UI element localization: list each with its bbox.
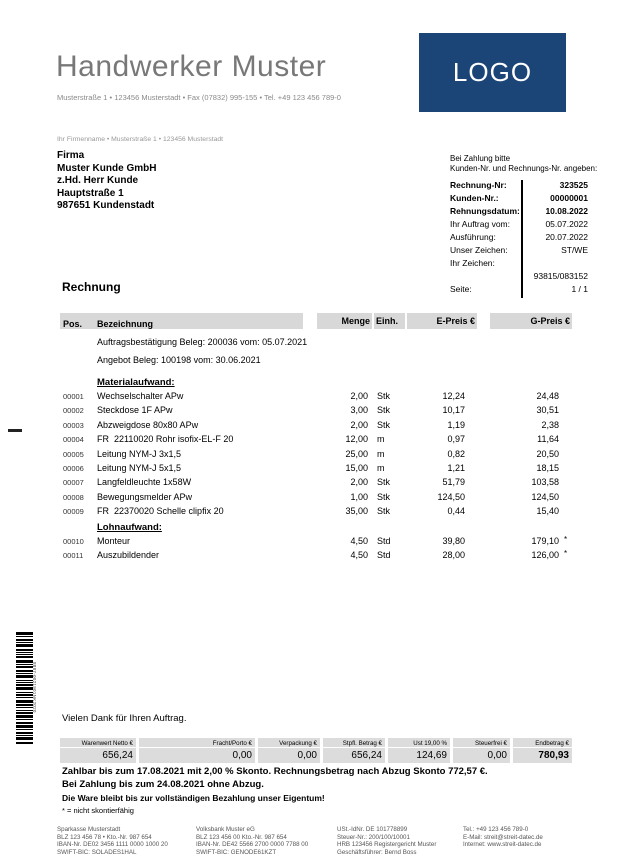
barcode-bar: [16, 707, 33, 708]
barcode-bar: [16, 715, 33, 718]
item-description: Wechselschalter APw: [97, 391, 184, 401]
info-row-label: Ausführung:: [450, 232, 496, 242]
barcode: [16, 632, 33, 746]
info-row-value: 20.07.2022: [545, 232, 588, 242]
info-row-label: Seite:: [450, 284, 472, 294]
footer-line: IBAN-Nr. DE02 3456 1111 0000 1000 20: [57, 841, 168, 849]
barcode-bar: [16, 660, 33, 663]
barcode-bar: [16, 639, 33, 641]
section-heading: Lohnaufwand:: [97, 521, 162, 533]
item-total-price: 103,58: [531, 477, 559, 488]
info-divider-line: [521, 180, 523, 298]
item-total-price: 20,50: [536, 448, 559, 459]
item-total-price: 24,48: [536, 391, 559, 401]
total-value: 0,00: [297, 750, 317, 761]
header-cell-menge: [317, 313, 372, 329]
item-pos: 00011: [63, 550, 84, 560]
barcode-bar: [16, 632, 33, 635]
totals-bar: [60, 738, 572, 763]
recipient-address-block: [57, 150, 156, 213]
info-row-label: Ihr Auftrag vom:: [450, 219, 510, 229]
item-total-price: 179,10: [531, 535, 559, 546]
total-cell: [139, 738, 255, 763]
item-description: FR 22110020 Rohr isofix-EL-F 20: [97, 434, 234, 445]
item-unit: m: [377, 448, 385, 459]
info-row: [450, 256, 588, 269]
retention-of-title-line: Die Ware bleibt bis zur vollständigen Bezahlung unser Eigentum!: [62, 793, 325, 803]
total-cell: [323, 738, 385, 763]
col-label-epreis: E-Preis €: [436, 316, 475, 326]
item-unit-price: 0,97: [447, 434, 465, 445]
col-label-pos: Pos.: [63, 319, 83, 329]
item-pos: 00006: [63, 463, 84, 473]
footer-line: HRB 123456 Registergericht Muster: [337, 841, 437, 849]
item-unit: Stk: [377, 391, 391, 401]
item-pos: 00009: [63, 507, 84, 517]
total-value: 780,93: [538, 750, 569, 761]
footer-line: BLZ 123 456 00 Kto.-Nr. 987 654: [196, 833, 287, 841]
barcode-bar: [16, 710, 33, 711]
item-quantity: 12,00: [345, 434, 368, 445]
barcode-bar: [16, 719, 33, 720]
info-row-label: Rehnungsdatum:: [450, 206, 520, 216]
info-row: [450, 243, 588, 256]
reference-line: Angebot Beleg: 100198 vom: 30.06.2021: [97, 355, 261, 365]
barcode-bar: [16, 656, 33, 658]
total-value: 656,24: [351, 750, 382, 761]
payment-note-line1: Bei Zahlung bitte: [450, 154, 511, 163]
item-quantity: 2,00: [350, 391, 368, 401]
barcode-bar: [16, 642, 33, 643]
item-total-price: 126,00: [531, 549, 559, 560]
info-row-value: ST/WE: [561, 245, 588, 255]
table-row: [60, 490, 572, 504]
item-description: Langfeldleuchte 1x58W: [97, 477, 192, 488]
item-quantity: 15,00: [345, 462, 368, 473]
item-unit: Std: [377, 549, 391, 560]
item-pos: 00007: [63, 478, 84, 488]
barcode-bar: [16, 652, 33, 653]
item-description: FR 22370020 Schelle clipfix 20: [97, 506, 224, 517]
header-cell-gpreis: [490, 313, 572, 329]
table-row: [60, 475, 572, 489]
total-label: Fracht/Porto €: [139, 738, 255, 748]
total-value: 124,69: [416, 750, 447, 761]
item-unit-price: 51,79: [442, 477, 465, 488]
item-description: Leitung NYM-J 3x1,5: [97, 448, 182, 459]
barcode-bar: [16, 644, 33, 647]
barcode-bar: [16, 692, 33, 693]
footer-line: Steuer-Nr.: 200/100/10001: [337, 833, 410, 841]
info-row: [450, 178, 588, 191]
items-table-body: [60, 334, 572, 562]
barcode-bar: [16, 649, 33, 651]
no-discount-asterisk: *: [564, 548, 568, 558]
item-description: Monteur: [97, 535, 131, 546]
item-quantity: 4,50: [350, 535, 368, 546]
payment-terms-line2: Bei Zahlung bis zum 24.08.2021 ohne Abzug.: [62, 779, 264, 790]
footer-line: BLZ 123 456 78 • Kto.-Nr. 987 654: [57, 833, 152, 841]
barcode-bar: [16, 664, 33, 665]
total-label: Endbetrag €: [513, 738, 572, 748]
table-row: [60, 461, 572, 475]
item-unit-price: 124,50: [437, 491, 465, 502]
info-row: [450, 191, 588, 204]
footer-line: IBAN-Nr. DE42 5566 2700 0000 7788 00: [196, 841, 309, 849]
total-value: 656,24: [102, 750, 133, 761]
invoice-info-table: [450, 178, 588, 295]
item-pos: 00004: [63, 435, 84, 445]
no-discount-asterisk: *: [564, 534, 568, 544]
col-label-menge: Menge: [341, 316, 370, 326]
item-unit-price: 28,00: [442, 549, 465, 560]
barcode-bar: [16, 737, 33, 740]
barcode-bar: [16, 680, 33, 681]
item-unit: Stk: [377, 491, 391, 502]
logo-text: LOGO: [452, 57, 533, 87]
table-row: [60, 534, 572, 548]
recipient-line: Muster Kunde GmbH: [57, 162, 157, 174]
total-value: 0,00: [232, 750, 252, 761]
total-cell: [453, 738, 510, 763]
item-pos: 00001: [63, 392, 84, 401]
table-row: [60, 389, 572, 403]
payment-note: [450, 154, 597, 173]
info-row-value: 10.08.2022: [545, 206, 588, 216]
item-total-price: 15,40: [536, 506, 559, 517]
barcode-bar: [16, 654, 33, 655]
barcode-bar: [16, 700, 33, 703]
item-pos: 00005: [63, 449, 84, 459]
footer-line: USt.-IdNr. DE 101778899: [337, 826, 408, 833]
company-logo: [419, 33, 566, 112]
total-cell: [258, 738, 320, 763]
total-cell: [60, 738, 136, 763]
info-row: [450, 282, 588, 295]
barcode-bar: [16, 735, 33, 736]
barcode-label: 8887-0021901NK2020: [32, 662, 37, 713]
info-row: [450, 269, 588, 282]
total-label: Ust 19,00 %: [388, 738, 450, 748]
info-row-label: Ihr Zeichen:: [450, 258, 495, 268]
info-row: [450, 217, 588, 230]
info-row-label: Rechnung-Nr:: [450, 180, 507, 190]
info-row-value: 05.07.2022: [545, 219, 588, 229]
barcode-bar: [16, 673, 33, 674]
barcode-bar: [16, 670, 33, 672]
item-description: Bewegungsmelder APw: [97, 491, 193, 502]
footer-contact: [463, 826, 543, 849]
info-row-value: 93815/083152: [533, 271, 588, 281]
item-unit-price: 0,44: [447, 506, 465, 517]
item-description: Auszubildender: [97, 549, 160, 560]
barcode-bar: [16, 697, 33, 698]
barcode-bar: [16, 682, 33, 683]
item-pos: 00008: [63, 492, 84, 502]
info-row-value: 1 / 1: [571, 284, 588, 294]
footer-bank1: [57, 826, 168, 856]
item-unit: Stk: [377, 419, 391, 430]
company-name: Handwerker Muster: [56, 50, 327, 83]
item-quantity: 25,00: [345, 448, 368, 459]
total-label: Verpackung €: [258, 738, 320, 748]
item-total-price: 2,38: [541, 419, 559, 430]
item-unit-price: 12,24: [442, 391, 465, 401]
reference-line: Auftragsbestätigung Beleg: 200036 vom: 05.07.2021: [97, 337, 308, 347]
table-row: [60, 432, 572, 446]
company-address-line: Musterstraße 1 • 123456 Musterstadt • Fax (07832) 995-155 • Tel. +49 123 456 789-0: [57, 93, 341, 102]
table-row: [60, 403, 572, 417]
table-row: [60, 548, 572, 562]
footer-line: Internet: www.streit-datec.de: [463, 841, 542, 849]
total-label: Stpfl. Betrag €: [323, 738, 385, 748]
item-unit-price: 10,17: [442, 405, 465, 416]
item-quantity: 4,50: [350, 549, 368, 560]
item-pos: 00003: [63, 420, 84, 430]
barcode-bar: [16, 675, 33, 678]
skonto-footnote: * = nicht skontierfähig: [62, 806, 134, 815]
barcode-bar: [16, 684, 33, 686]
total-cell: [388, 738, 450, 763]
item-unit: Stk: [377, 506, 391, 517]
barcode-bar: [16, 725, 33, 728]
header-cell-einh: [374, 313, 405, 329]
item-quantity: 1,00: [350, 491, 368, 502]
footer-tax-registry: [337, 826, 436, 856]
total-label: Warenwert Netto €: [60, 738, 136, 748]
barcode-bar: [16, 732, 33, 734]
table-row: [60, 418, 572, 432]
info-row-value: 00000001: [550, 193, 588, 203]
footer-line: SWIFT-BIC: SOLADES1HAL: [57, 848, 137, 856]
barcode-bar: [16, 687, 33, 690]
item-pos: 00002: [63, 406, 84, 416]
recipient-line: 987651 Kundenstadt: [57, 200, 155, 211]
footer-line: SWIFT-BIC: GENODE61KZT: [196, 848, 277, 856]
punch-mark: [8, 429, 22, 432]
item-unit: Stk: [377, 477, 391, 488]
header-cell-pos-bezeichnung: [60, 313, 303, 329]
total-label: Steuerfrei €: [453, 738, 510, 748]
item-unit: Std: [377, 535, 391, 546]
barcode-bar: [16, 712, 33, 714]
footer-bank2: [196, 826, 308, 856]
item-unit-price: 1,21: [447, 462, 465, 473]
footer-line: Volksbank Muster eG: [196, 826, 255, 833]
item-total-price: 18,15: [536, 462, 559, 473]
barcode-bar: [16, 742, 33, 744]
item-description: Abzweigdose 80x80 APw: [97, 419, 199, 430]
items-table-header: [60, 313, 572, 329]
footer-line: Sparkasse Musterstadt: [57, 826, 121, 833]
item-unit-price: 1,19: [447, 419, 465, 430]
item-unit-price: 39,80: [442, 535, 465, 546]
info-row-label: Unser Zeichen:: [450, 245, 508, 255]
col-label-bezeichnung: Bezeichnung: [97, 319, 154, 329]
table-row: [60, 447, 572, 461]
barcode-bar: [16, 636, 33, 637]
payment-terms-line1: Zahlbar bis zum 17.08.2021 mit 2,00 % Skonto. Rechnungsbetrag nach Abzug Skonto 772,57 €.: [62, 766, 488, 777]
header-cell-epreis: [407, 313, 477, 329]
item-total-price: 30,51: [536, 405, 559, 416]
return-address-line: Ihr Firmenname • Musterstraße 1 • 123456 Musterstadt: [57, 136, 224, 143]
barcode-bar: [16, 729, 33, 730]
item-description: Steckdose 1F APw: [97, 405, 173, 416]
info-row: [450, 204, 588, 217]
footer-line: E-Mail: streit@streit-datec.de: [463, 833, 543, 841]
item-quantity: 35,00: [345, 506, 368, 517]
payment-note-line2: Kunden-Nr. und Rechnungs-Nr. angeben:: [450, 163, 598, 173]
item-quantity: 2,00: [350, 419, 368, 430]
col-label-gpreis: G-Preis €: [530, 316, 570, 326]
item-total-price: 124,50: [531, 491, 559, 502]
barcode-bar: [16, 722, 33, 724]
thanks-line: Vielen Dank für Ihren Auftrag.: [62, 713, 187, 724]
recipient-line: Hauptstraße 1: [57, 187, 124, 199]
item-total-price: 11,64: [537, 434, 559, 445]
document-title: Rechnung: [62, 280, 121, 294]
item-unit: m: [377, 462, 385, 473]
barcode-bar: [16, 694, 33, 696]
info-row: [450, 230, 588, 243]
item-unit: m: [377, 434, 385, 445]
barcode-bar: [16, 666, 33, 668]
footer-line: Tel.: +49 123 456 789-0: [463, 826, 529, 833]
item-quantity: 3,00: [350, 405, 368, 416]
table-row: [60, 504, 572, 518]
total-cell: [513, 738, 572, 763]
info-row-value: 323525: [559, 180, 588, 190]
item-description: Leitung NYM-J 5x1,5: [97, 462, 182, 473]
item-unit: Stk: [377, 405, 391, 416]
footer-line: Geschäftsführer: Bernd Boss: [337, 848, 417, 856]
recipient-line: z.Hd. Herr Kunde: [57, 175, 139, 186]
section-heading: Materialaufwand:: [97, 377, 175, 388]
col-label-einh: Einh.: [376, 316, 398, 326]
item-quantity: 2,00: [350, 477, 368, 488]
info-row-label: Kunden-Nr.:: [450, 193, 499, 203]
barcode-bar: [16, 704, 33, 706]
total-value: 0,00: [487, 750, 507, 761]
item-pos: 00010: [63, 536, 84, 546]
item-unit-price: 0,82: [447, 448, 465, 459]
recipient-line: Firma: [57, 150, 85, 161]
